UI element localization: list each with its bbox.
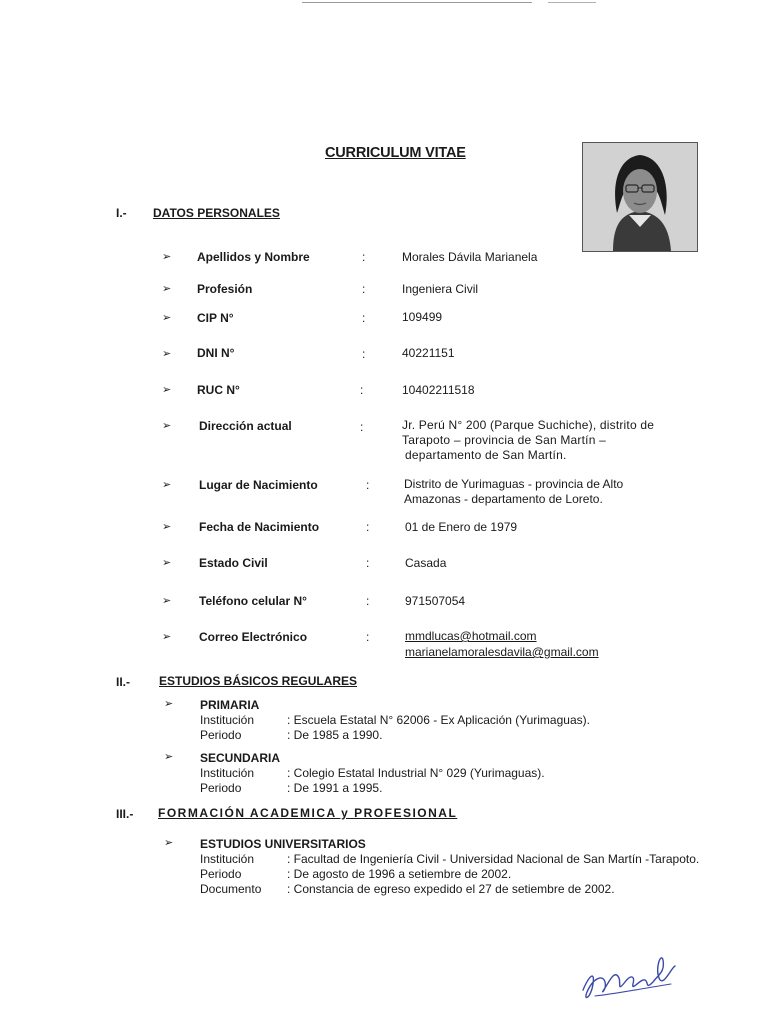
field-label-telefono: Teléfono celular N°: [199, 594, 307, 608]
email-link-2[interactable]: marianelamoralesdavila@gmail.com: [405, 645, 599, 659]
email-link-1[interactable]: mmdlucas@hotmail.com: [405, 629, 537, 643]
label-institucion: Institución: [200, 766, 255, 780]
label-periodo: Periodo: [200, 867, 242, 881]
bullet-icon: ➢: [162, 384, 172, 396]
colon: :: [366, 478, 370, 492]
colon: :: [362, 250, 366, 264]
profile-photo: [582, 142, 698, 252]
field-label-cip: CIP N°: [197, 311, 234, 325]
colon: :: [360, 420, 364, 434]
bullet-icon: ➢: [162, 251, 172, 263]
scan-top-line: [548, 2, 596, 3]
colon: :: [366, 556, 370, 570]
document-title: CURRICULUM VITAE: [325, 145, 466, 161]
field-value-lugar-line1: Distrito de Yurimaguas - provincia de Alto: [404, 477, 624, 491]
label-documento: Documento: [200, 882, 262, 896]
bullet-icon: ➢: [162, 521, 172, 533]
field-label-fecha-nacimiento: Fecha de Nacimiento: [199, 520, 320, 534]
colon: :: [362, 282, 366, 296]
colon: :: [362, 347, 366, 361]
bullet-icon: ➢: [164, 751, 174, 763]
subsection-title-primaria: PRIMARIA: [200, 698, 260, 712]
label-periodo: Periodo: [200, 728, 242, 742]
field-label-profesion: Profesión: [197, 282, 253, 296]
value-institucion-universidad: : Facultad de Ingeniería Civil - Universidad Nacional de San Martín -Tarapoto.: [287, 852, 700, 866]
field-label-correo: Correo Electrónico: [199, 630, 308, 644]
colon: :: [362, 311, 366, 325]
field-value-telefono: 971507054: [405, 594, 466, 608]
bullet-icon: ➢: [162, 420, 172, 432]
field-value-direccion-line3: departamento de San Martín.: [405, 448, 567, 462]
value-periodo-primaria: : De 1985 a 1990.: [287, 728, 383, 742]
section-number: I.-: [116, 206, 127, 220]
colon: :: [360, 383, 364, 397]
profile-photo-image: [583, 143, 697, 251]
bullet-icon: ➢: [162, 312, 172, 324]
handwritten-signature: [575, 948, 685, 1008]
bullet-icon: ➢: [162, 595, 172, 607]
label-institucion: Institución: [200, 713, 255, 727]
field-value-nombre: Morales Dávila Marianela: [402, 250, 538, 264]
field-label-direccion: Dirección actual: [199, 419, 292, 433]
label-institucion: Institución: [200, 852, 255, 866]
value-institucion-primaria: : Escuela Estatal N° 62006 - Ex Aplicación (Yurimaguas).: [287, 713, 590, 727]
field-value-dni: 40221151: [402, 346, 455, 360]
bullet-icon: ➢: [164, 698, 174, 710]
section-number: II.-: [116, 675, 130, 689]
bullet-icon: ➢: [162, 348, 172, 360]
section-title-datos-personales: DATOS PERSONALES: [153, 206, 280, 220]
bullet-icon: ➢: [162, 631, 172, 643]
bullet-icon: ➢: [162, 283, 172, 295]
field-value-profesion: Ingeniera Civil: [402, 282, 479, 296]
section-title-formacion-academica: FORMACIÓN ACADEMICA y PROFESIONAL: [158, 806, 458, 820]
bullet-icon: ➢: [164, 837, 174, 849]
field-label-dni: DNI N°: [197, 346, 235, 360]
section-title-estudios-basicos: ESTUDIOS BÁSICOS REGULARES: [159, 674, 358, 688]
section-number: III.-: [116, 807, 134, 821]
field-value-fecha-nacimiento: 01 de Enero de 1979: [405, 520, 518, 534]
subsection-title-secundaria: SECUNDARIA: [200, 751, 281, 765]
field-value-lugar-line2: Amazonas - departamento de Loreto.: [404, 492, 603, 506]
subsection-title-universitarios: ESTUDIOS UNIVERSITARIOS: [200, 837, 366, 851]
value-institucion-secundaria: : Colegio Estatal Industrial N° 029 (Yurimaguas).: [287, 766, 545, 780]
field-label-ruc: RUC N°: [197, 383, 240, 397]
value-periodo-secundaria: : De 1991 a 1995.: [287, 781, 383, 795]
scan-top-line: [302, 2, 532, 3]
field-value-cip: 109499: [402, 310, 443, 324]
label-periodo: Periodo: [200, 781, 242, 795]
colon: :: [366, 520, 370, 534]
field-value-direccion-line2: Tarapoto – provincia de San Martín –: [402, 433, 606, 447]
bullet-icon: ➢: [162, 479, 172, 491]
field-label-estado-civil: Estado Civil: [199, 556, 268, 570]
colon: :: [366, 594, 370, 608]
field-label-lugar-nacimiento: Lugar de Nacimiento: [199, 478, 318, 492]
value-periodo-universidad: : De agosto de 1996 a setiembre de 2002.: [287, 867, 512, 881]
field-value-direccion-line1: Jr. Perú N° 200 (Parque Suchiche), distrito de: [402, 418, 655, 432]
field-label-nombre: Apellidos y Nombre: [197, 250, 310, 264]
field-value-estado-civil: Casada: [405, 556, 447, 570]
field-value-ruc: 10402211518: [402, 383, 475, 397]
value-documento-universidad: : Constancia de egreso expedido el 27 de setiembre de 2002.: [287, 882, 615, 896]
bullet-icon: ➢: [162, 557, 172, 569]
colon: :: [366, 630, 370, 644]
